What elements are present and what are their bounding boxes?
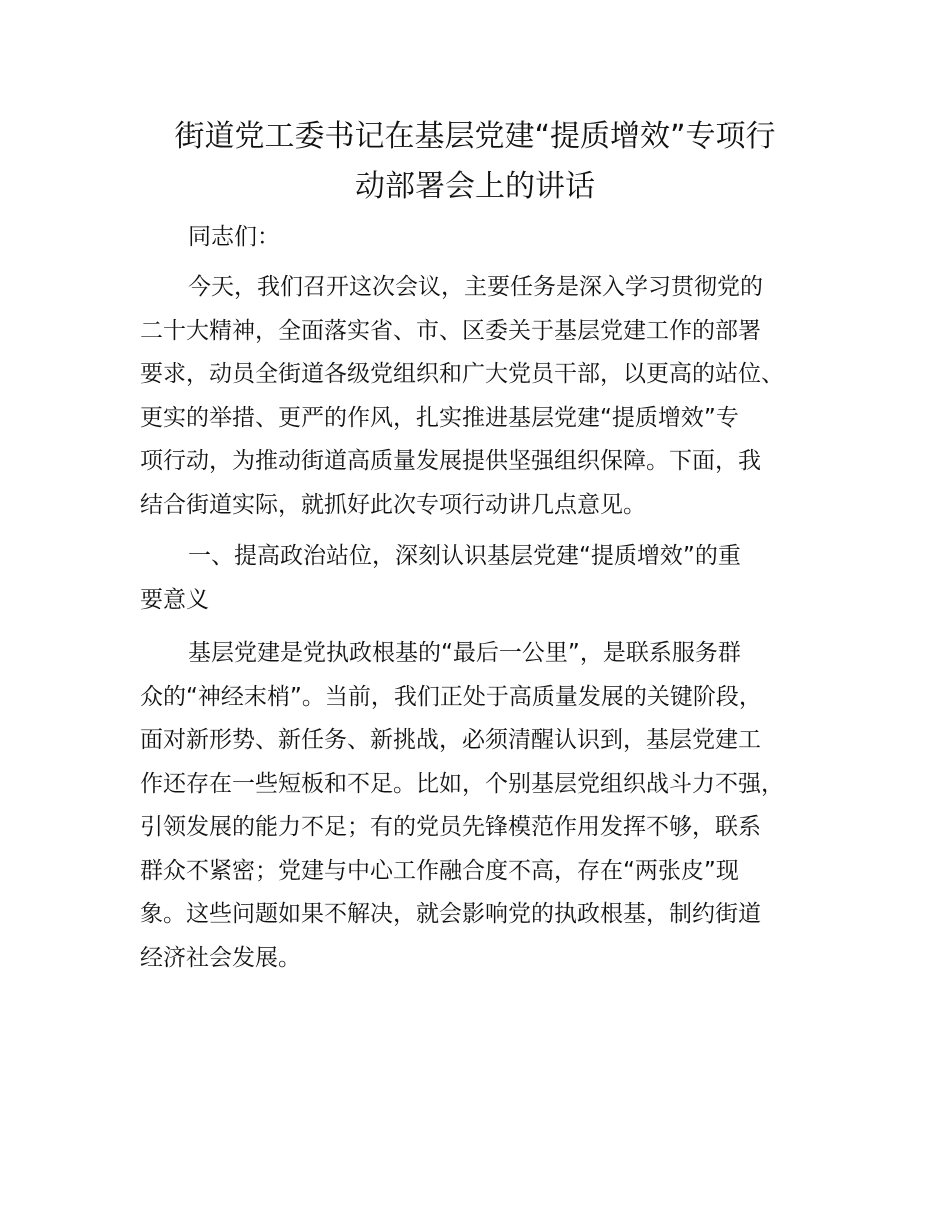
text-line: 经济社会发展。 — [140, 944, 301, 971]
text-line: 基层党建是党执政根基的“最后一公里”，是联系服务群 — [188, 640, 741, 666]
text-line: 要求，动员全街道各级党组织和广大党员干部，以更高的站位、 — [140, 361, 784, 387]
text-line: 项行动，为推动街道高质量发展提供坚强组织保障。下面，我 — [140, 448, 761, 474]
title-line-1: 街道党工委书记在基层党建“提质增效”专项行 — [174, 119, 776, 154]
text-line: 二十大精神，全面落实省、市、区委关于基层党建工作的部署 — [140, 317, 761, 344]
text-line: 要意义 — [140, 586, 209, 613]
salutation — [140, 216, 840, 260]
text-line: 更实的举措、更严的作风，扎实推进基层党建“提质增效”专 — [140, 404, 739, 431]
text-line: 象。这些问题如果不解决，就会影响党的执政根基，制约街道 — [140, 901, 761, 927]
text-line: 结合街道实际，就抓好此次专项行动讲几点意见。 — [140, 491, 646, 518]
section-heading-1 — [140, 535, 840, 622]
text-line: 一、提高政治站位，深刻认识基层党建“提质增效”的重 — [188, 543, 741, 569]
title-line-2: 动部署会上的讲话 — [355, 169, 595, 204]
text-line: 引领发展的能力不足；有的党员先锋模范作用发挥不够，联系 — [140, 814, 761, 840]
paragraph-intro — [140, 266, 840, 527]
salutation-text: 同志们： — [188, 224, 280, 250]
document-title — [140, 112, 810, 212]
text-line: 今天，我们召开这次会议，主要任务是深入学习贯彻党的 — [188, 274, 763, 300]
paragraph-body-1 — [140, 632, 840, 980]
text-line: 群众不紧密；党建与中心工作融合度不高，存在“两张皮”现 — [140, 857, 739, 884]
text-line: 面对新形势、新任务、新挑战，必须清醒认识到，基层党建工 — [140, 727, 761, 753]
text-line: 作还存在一些短板和不足。比如，个别基层党组织战斗力不强， — [140, 770, 784, 797]
text-line: 众的“神经末梢”。当前，我们正处于高质量发展的关键阶段， — [140, 683, 762, 710]
